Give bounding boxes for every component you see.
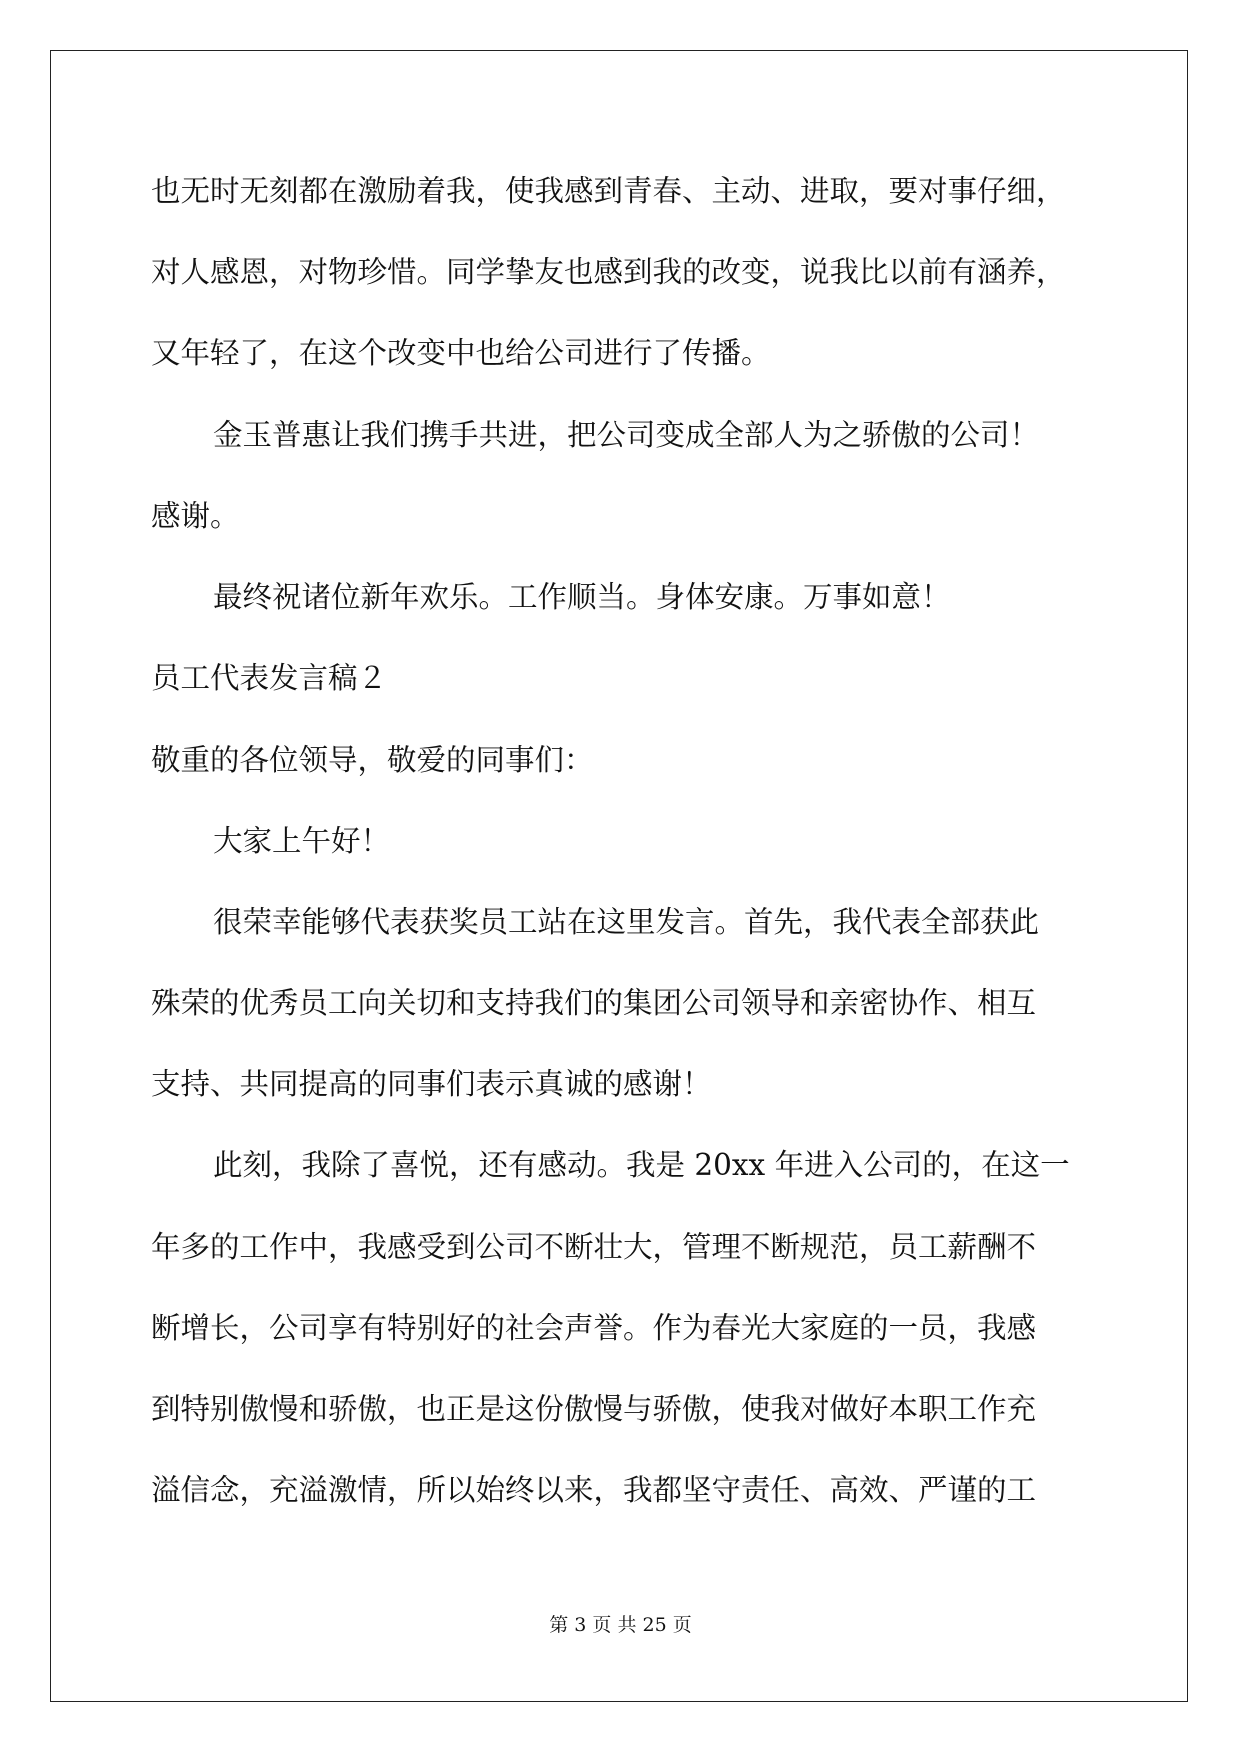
paragraph-line: 最终祝诸位新年欢乐。工作顺当。身体安康。万事如意！ (213, 580, 951, 614)
text-line: 支持、共同提高的同事们表示真诚的感谢！ (151, 1067, 712, 1101)
text-line: 感谢。 (151, 499, 240, 533)
paragraph-line: 很荣幸能够代表获奖员工站在这里发言。首先，我代表全部获此 (213, 905, 1040, 939)
text-line: 殊荣的优秀员工向关切和支持我们的集团公司领导和亲密协作、相互 (151, 986, 1037, 1020)
text-line: 断增长，公司享有特别好的社会声誉。作为春光大家庭的一员，我感 (151, 1311, 1037, 1345)
text-line: 对人感恩，对物珍惜。同学挚友也感到我的改变，说我比以前有涵养， (151, 255, 1066, 289)
text-line: 又年轻了，在这个改变中也给公司进行了传播。 (151, 336, 771, 370)
page-border (50, 50, 1188, 1702)
page-footer: 第 3 页 共 25 页 (549, 1614, 692, 1636)
salutation: 敬重的各位领导，敬爱的同事们： (151, 743, 594, 777)
text-line: 年多的工作中，我感受到公司不断壮大，管理不断规范，员工薪酬不 (151, 1230, 1037, 1264)
greeting: 大家上午好！ (213, 824, 391, 858)
paragraph-line: 金玉普惠让我们携手共进，把公司变成全部人为之骄傲的公司！ (213, 418, 1040, 452)
paragraph-line: 此刻，我除了喜悦，还有感动。我是 20xx 年进入公司的，在这一 (213, 1148, 1070, 1182)
text-line: 也无时无刻都在激励着我，使我感到青春、主动、进取，要对事仔细， (151, 174, 1066, 208)
text-line: 到特别傲慢和骄傲，也正是这份傲慢与骄傲，使我对做好本职工作充 (151, 1392, 1037, 1426)
text-line: 溢信念，充溢激情，所以始终以来，我都坚守责任、高效、严谨的工 (151, 1473, 1037, 1507)
section-heading: 员工代表发言稿２ (151, 661, 388, 695)
